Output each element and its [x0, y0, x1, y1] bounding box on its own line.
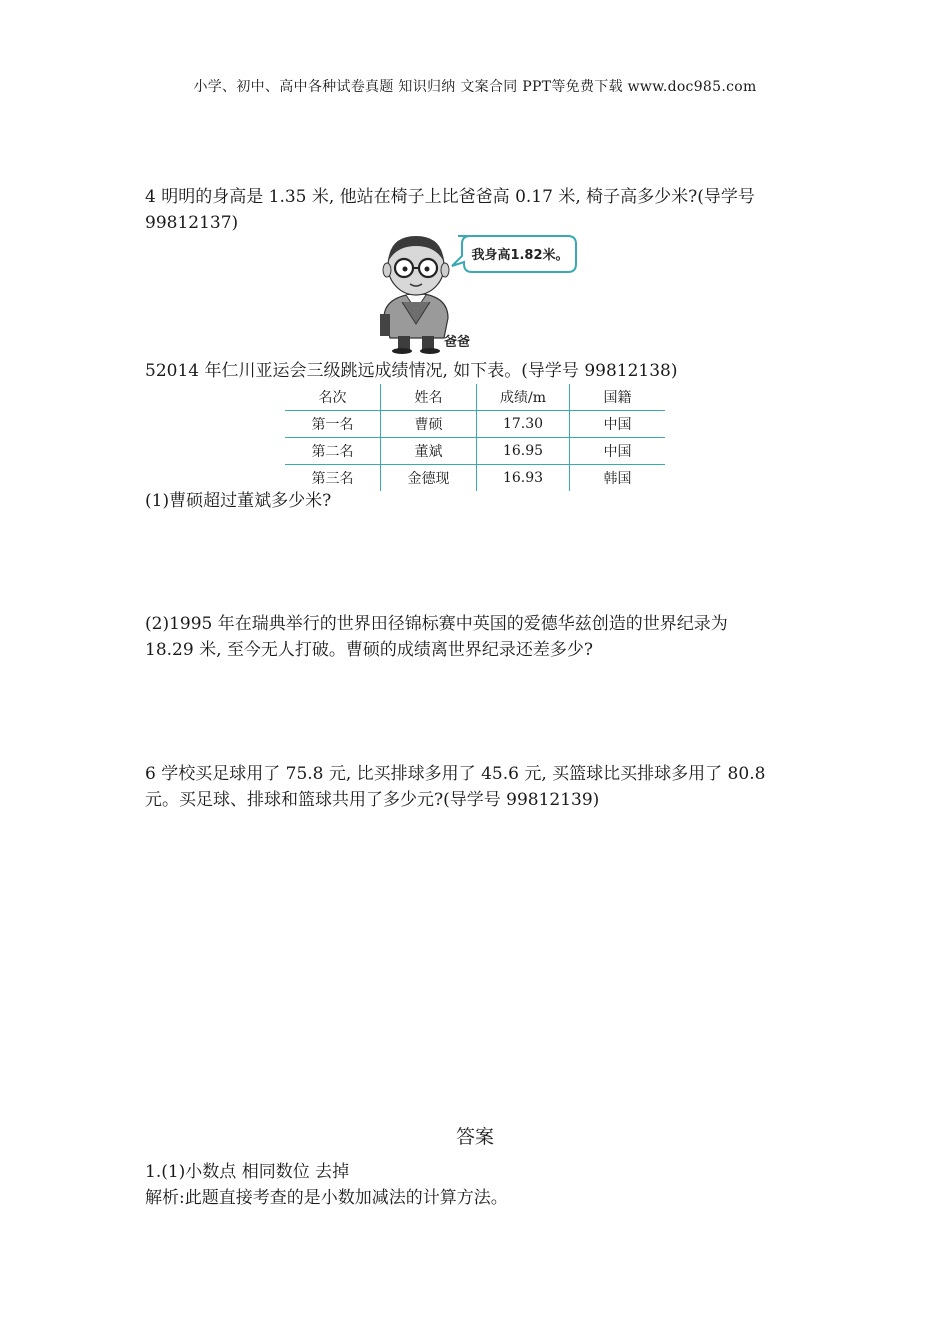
dad-caption: 爸爸: [444, 335, 471, 350]
table-row: [285, 438, 665, 465]
question-4: [145, 184, 805, 236]
answer-1: 1.(1)小数点 相同数位 去掉: [145, 1162, 350, 1182]
table-cell: 金德现: [381, 465, 477, 492]
table-cell: 第一名: [285, 411, 381, 438]
table-cell: 第三名: [311, 471, 354, 487]
speech-text: 我身高1.82米。: [471, 248, 569, 263]
table-cell: 中国: [570, 438, 666, 465]
question-6-line2: 元。买足球、排球和篮球共用了多少元?(导学号 99812139): [145, 790, 600, 810]
question-4-line1: 4 明明的身高是 1.35 米, 他站在椅子上比爸爸高 0.17 米, 椅子高多少米?(导学号: [145, 187, 755, 207]
question-5-sub2: [145, 611, 805, 663]
header-cell: 成绩/m: [477, 384, 570, 411]
question-5-sub2-line1: (2)1995 年在瑞典举行的世界田径锦标赛中英国的爱德华兹创造的世界纪录为: [145, 614, 728, 634]
table-header-row: [285, 384, 665, 411]
header-cell: 名次: [285, 384, 381, 411]
answers-title: 答案: [455, 1126, 494, 1148]
table-cell: 董斌: [381, 438, 477, 465]
table-cell: 韩国: [570, 465, 666, 492]
page-header: 小学、初中、高中各种试卷真题 知识归纳 文案合同 PPT等免费下载 www.doc985.com: [193, 79, 757, 95]
answer-1-analysis: 解析:此题直接考查的是小数加减法的计算方法。: [145, 1188, 508, 1208]
header-cell: 姓名: [381, 384, 477, 411]
question-4-line2: 99812137): [145, 213, 239, 233]
table-cell: 中国: [570, 411, 666, 438]
question-6-line1: 6 学校买足球用了 75.8 元, 比买排球多用了 45.6 元, 买篮球比买排球多用了 80.8: [145, 764, 766, 784]
question-5-sub2-line2: 18.29 米, 至今无人打破。曹硕的成绩离世界纪录还差多少?: [145, 640, 593, 660]
header-cell: 国籍: [570, 384, 666, 411]
table-cell: 16.95: [477, 438, 570, 465]
question-6: [145, 761, 805, 813]
table-row: [285, 411, 665, 438]
long-jump-table: [285, 384, 665, 491]
table-cell: 16.93: [477, 465, 570, 492]
question-5-sub1: (1)曹硕超过董斌多少米?: [145, 491, 332, 511]
table-cell: 曹硕: [381, 411, 477, 438]
table-cell: 第二名: [285, 438, 381, 465]
dad-illustration: [372, 232, 582, 354]
question-5-intro: 52014 年仁川亚运会三级跳远成绩情况, 如下表。(导学号 99812138): [145, 361, 678, 381]
table-cell: 17.30: [477, 411, 570, 438]
